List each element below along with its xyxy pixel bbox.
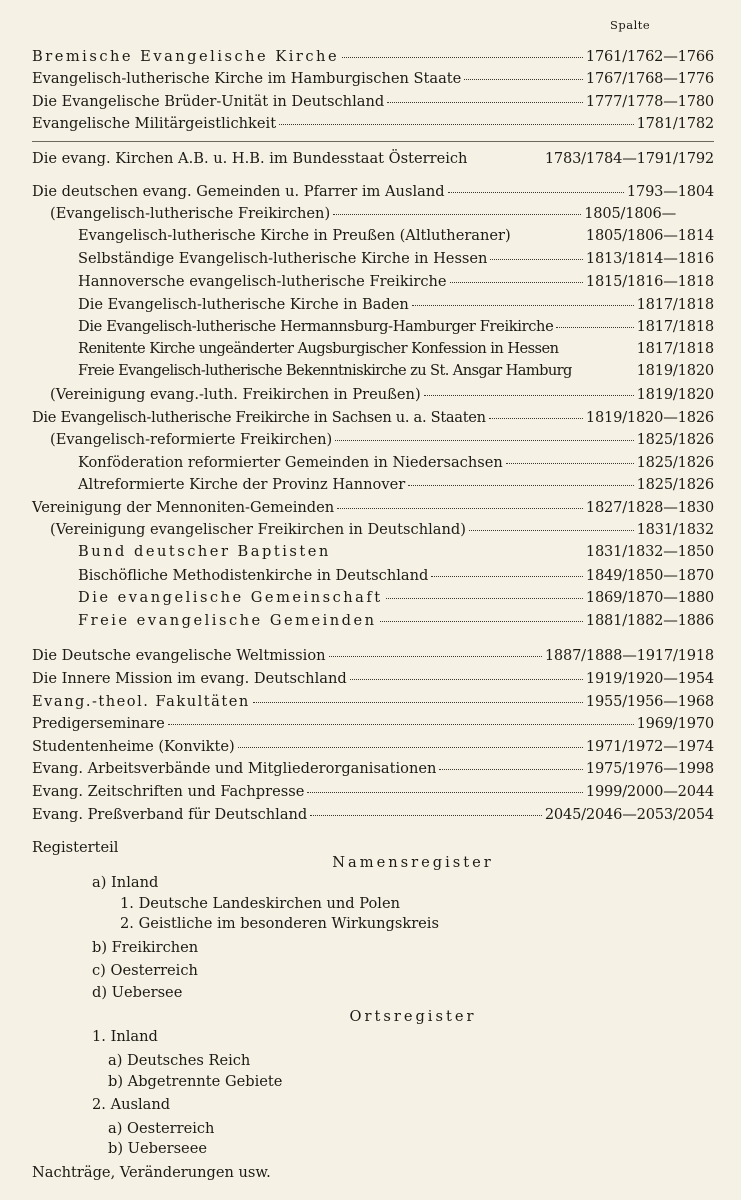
leader-dots	[337, 493, 583, 509]
leader-dots	[448, 177, 624, 193]
entry-label: Konföderation reformierter Gemeinden in Niedersachsen	[78, 453, 503, 471]
leader-dots	[490, 245, 582, 261]
leader-dots	[439, 755, 582, 771]
leader-dots	[380, 606, 583, 622]
register-section	[32, 838, 714, 1184]
entry-label: Die Innere Mission im evang. Deutschland	[32, 670, 347, 688]
leader-dots	[470, 145, 541, 160]
leader-dots	[333, 200, 581, 216]
entry-pages: 1781/1782	[636, 115, 714, 133]
entry-pages: 1817/1818	[636, 295, 714, 313]
entry-label: Predigerseminare	[32, 715, 165, 733]
register-item: b) Freikirchen	[92, 938, 199, 956]
entry-label: Renitente Kirche ungeänderter Augsburgischer Konfession in Hessen	[78, 339, 559, 357]
entry-label: Evangelische Militärgeistlichkeit	[32, 115, 277, 133]
entry-pages: 1969/1970	[636, 715, 714, 733]
toc-entry	[32, 148, 714, 171]
column-header: Spalte	[610, 18, 651, 32]
register-subitem: a) Deutsches Reich	[108, 1051, 251, 1069]
toc-entry	[32, 45, 714, 68]
entry-label: Die Evangelisch-lutherische Kirche in Baden	[78, 295, 409, 313]
leader-dots	[506, 448, 634, 464]
entry-label: Die evang. Kirchen A.B. u. H.B. im Bundesstaat Österreich	[32, 149, 468, 167]
places-register-title: Ortsregister	[349, 1007, 477, 1025]
entry-label: Evang.-theol. Fakultäten	[32, 692, 250, 710]
register-subitem: a) Oesterreich	[108, 1119, 215, 1137]
leader-dots	[514, 222, 583, 237]
leader-dots	[168, 710, 634, 726]
entry-pages: 1777/1778—1780	[585, 92, 714, 110]
entry-label: Altreformierte Kirche der Provinz Hannover	[78, 476, 406, 494]
leader-dots	[334, 538, 583, 553]
entry-label: Die Deutsche evangelische Weltmission	[32, 647, 326, 665]
entry-label: (Vereinigung evang.-luth. Freikirchen in Preußen)	[50, 385, 421, 403]
leader-dots	[342, 42, 583, 58]
register-subitem: 1. Deutsche Landeskirchen und Polen	[120, 894, 400, 912]
toc-entry	[32, 587, 714, 610]
entry-label: Die Evangelisch-lutherische Hermannsburg-Hamburger Freikirche	[78, 318, 554, 336]
entry-pages: 1869/1870—1880	[585, 589, 714, 607]
entry-label: (Evangelisch-lutherische Freikirchen)	[50, 205, 331, 223]
toc-entry	[32, 113, 714, 136]
leader-dots	[561, 335, 633, 350]
supplements-line: Nachträge, Veränderungen usw.	[32, 1163, 271, 1181]
entry-pages: 1813/1814—1816	[585, 250, 714, 268]
entry-label: Bund deutscher Baptisten	[78, 543, 331, 561]
entry-label: Bischöfliche Methodistenkirche in Deutschland	[78, 566, 429, 584]
leader-dots	[489, 403, 583, 419]
entry-pages: 1805/1806—1814	[585, 226, 714, 244]
register-subitem: b) Ueberseee	[108, 1140, 207, 1158]
entry-label: Freie evangelische Gemeinden	[78, 611, 377, 629]
leader-dots	[408, 471, 633, 487]
entry-label: Evangelisch-lutherische Kirche in Preußen (Altlutheraner)	[78, 226, 511, 244]
leader-dots	[329, 642, 542, 658]
entry-pages: 1975/1976—1998	[585, 760, 714, 778]
leader-dots	[238, 732, 583, 748]
entry-pages: 1825/1826	[636, 453, 714, 471]
entry-pages: 1793—1804	[626, 182, 714, 200]
leader-dots	[464, 65, 583, 81]
entry-pages: 1919/1920—1954	[585, 670, 714, 688]
leader-dots	[387, 87, 583, 103]
entry-pages: 1817/1818	[636, 339, 714, 357]
leader-dots	[424, 380, 634, 396]
entry-pages: 1827/1828—1830	[585, 498, 714, 516]
entry-pages: 1887/1888—1917/1918	[544, 647, 714, 665]
leader-dots	[556, 313, 633, 329]
entry-pages: 1955/1956—1968	[585, 692, 714, 710]
entry-label: (Vereinigung evangelischer Freikirchen in Deutschland)	[50, 521, 466, 539]
entry-label: Die Evangelische Brüder-Unität in Deutschland	[32, 92, 385, 110]
entry-pages: 1819/1820—1826	[585, 408, 714, 426]
entry-pages: 1783/1784—1791/1792	[544, 149, 714, 167]
toc-entry	[32, 203, 714, 226]
register-heading: Registerteil	[32, 839, 119, 856]
register-subitem: 2. Geistliche im besonderen Wirkungskreis	[120, 915, 439, 933]
register-item: 2. Ausland	[92, 1096, 171, 1114]
entry-label: Evangelisch-lutherische Kirche im Hamburgischen Staate	[32, 70, 462, 88]
entry-pages: 1999/2000—2044	[585, 783, 714, 800]
leader-dots	[307, 777, 583, 793]
entry-pages: 1767/1768—1776	[585, 70, 714, 88]
entry-pages: 1815/1816—1818	[585, 272, 714, 290]
leader-dots	[450, 267, 583, 283]
entry-label: Evang. Zeitschriften und Fachpresse	[32, 783, 305, 800]
toc-entries	[32, 45, 714, 826]
entry-label: Hannoversche evangelisch-lutherische Freikirche	[78, 272, 447, 290]
toc-entry	[32, 609, 714, 632]
entry-label: Die deutschen evang. Gemeinden u. Pfarrer im Ausland	[32, 182, 445, 200]
leader-dots	[431, 561, 583, 577]
entry-label: Evang. Preßverband für Deutschland	[32, 805, 308, 823]
toc-entry	[32, 248, 714, 271]
entry-pages: 1831/1832	[636, 521, 714, 539]
entry-label: Freie Evangelisch-lutherische Bekenntniskirche zu St. Ansgar Hamburg	[78, 362, 572, 380]
toc-entry	[32, 564, 714, 587]
entry-pages: 1825/1826	[636, 431, 714, 449]
section-divider	[32, 141, 714, 142]
leader-dots	[350, 664, 583, 680]
entry-pages: 1849/1850—1870	[585, 566, 714, 584]
entry-pages: 1819/1820	[636, 362, 714, 380]
register-item: a) Inland	[92, 874, 159, 892]
entry-label: Selbständige Evangelisch-lutherische Kirche in Hessen	[78, 250, 488, 268]
leader-dots	[386, 584, 583, 600]
entry-label: Bremische Evangelische Kirche	[32, 47, 340, 65]
entry-pages: 1819/1820	[636, 385, 714, 403]
toc-entry	[32, 225, 714, 248]
leader-dots	[310, 800, 542, 816]
entry-label: (Evangelisch-reformierte Freikirchen)	[50, 431, 333, 449]
register-item: c) Oesterreich	[92, 961, 198, 979]
entry-label: Die evangelische Gemeinschaft	[78, 589, 383, 607]
entry-label: Die Evangelisch-lutherische Freikirche in Sachsen u. a. Staaten	[32, 408, 486, 426]
register-item: 1. Inland	[92, 1028, 158, 1046]
leader-dots	[469, 516, 634, 532]
entry-pages: 2045/2046—2053/2054	[544, 805, 714, 823]
leader-dots	[279, 110, 634, 126]
entry-label: Vereinigung der Mennoniten-Gemeinden	[32, 498, 335, 516]
leader-dots	[412, 290, 634, 306]
leader-dots	[335, 426, 633, 442]
leader-dots	[253, 687, 583, 703]
register-subitem: b) Abgetrennte Gebiete	[108, 1072, 283, 1090]
names-register-title: Namensregister	[332, 853, 494, 871]
register-item: d) Uebersee	[92, 984, 183, 1002]
toc-entry	[32, 383, 714, 406]
toc-entry	[32, 68, 714, 91]
entry-label: Studentenheime (Konvikte)	[32, 737, 235, 755]
toc-entry	[32, 541, 714, 564]
toc-entry	[32, 735, 714, 758]
entry-pages: 1881/1882—1886	[585, 611, 714, 629]
entry-pages: 1817/1818	[636, 318, 714, 336]
entry-pages: 1831/1832—1850	[585, 543, 714, 561]
entry-pages: 1825/1826	[636, 476, 714, 494]
entry-pages: 1971/1972—1974	[585, 737, 714, 755]
toc-entry	[32, 803, 714, 826]
leader-dots	[575, 358, 634, 373]
entry-label: Evang. Arbeitsverbände und Mitgliederorganisationen	[32, 760, 437, 778]
entry-pages: 1761/1762—1766	[585, 47, 714, 65]
entry-pages: 1805/1806—	[584, 205, 676, 223]
